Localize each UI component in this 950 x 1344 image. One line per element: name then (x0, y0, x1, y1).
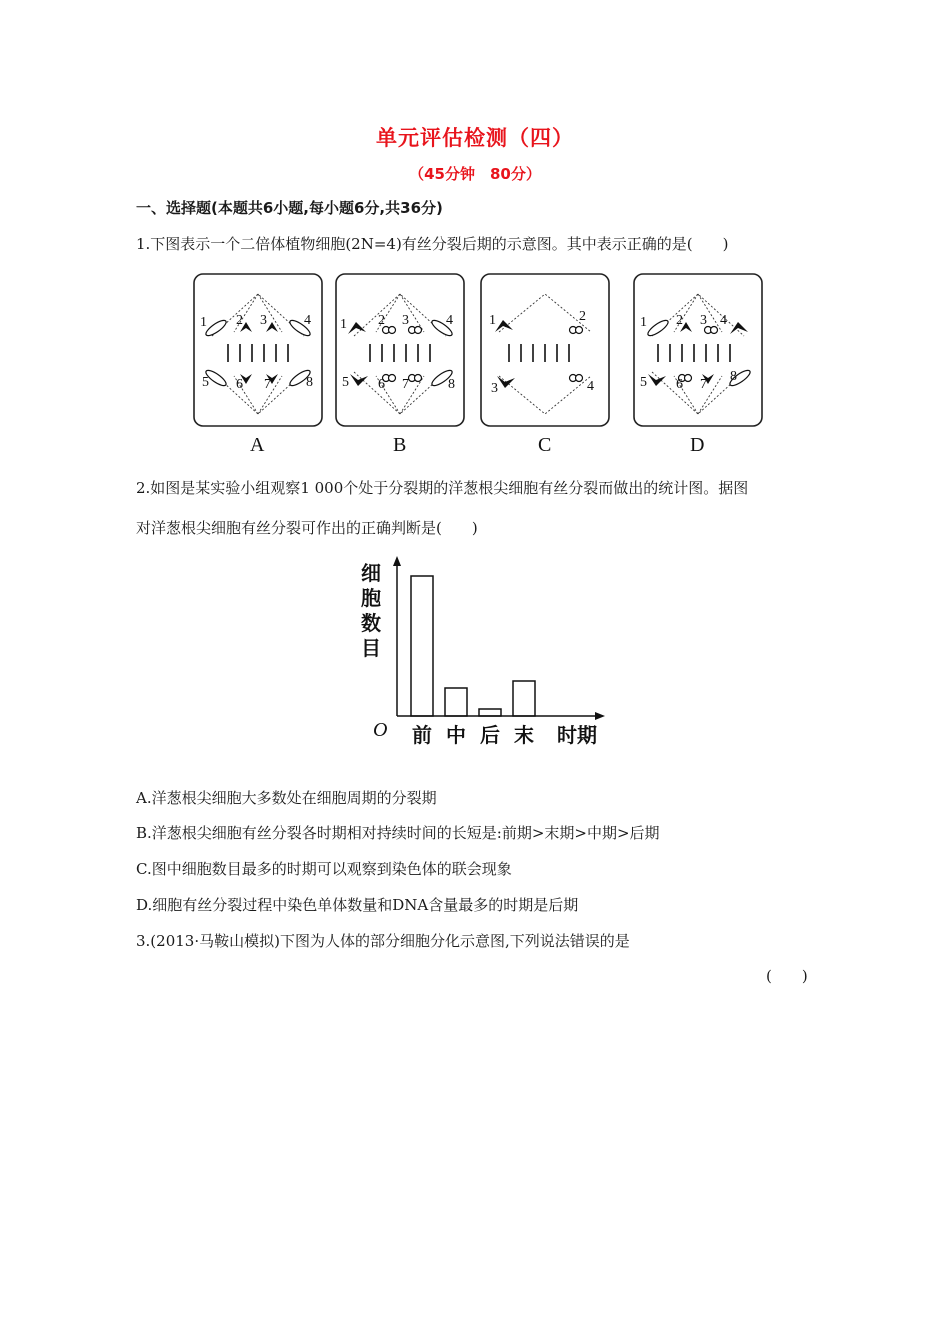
question-2-text-line2: 对洋葱根尖细胞有丝分裂可作出的正确判断是( ) (136, 519, 478, 537)
cell-diagram-a (194, 274, 322, 456)
question-2-option-d: D.细胞有丝分裂过程中染色单体数量和DNA含量最多的时期是后期 (136, 896, 579, 914)
cell-diagram-d (634, 274, 762, 456)
svg-text:5: 5 (640, 375, 647, 390)
svg-text:8: 8 (306, 375, 313, 390)
svg-text:8: 8 (448, 377, 455, 392)
svg-text:1: 1 (489, 313, 496, 328)
y-axis-label-char-3: 目 (361, 636, 381, 660)
svg-text:5: 5 (342, 375, 349, 390)
x-tick-label-0: 前 (412, 723, 432, 747)
svg-text:6: 6 (676, 377, 683, 392)
question-1-figures (190, 270, 770, 460)
cell-diagram-b (336, 274, 464, 456)
option-label-d: D (690, 434, 705, 456)
x-tick-label-1: 中 (446, 723, 466, 747)
option-label-c: C (538, 434, 552, 456)
svg-text:7: 7 (402, 377, 409, 392)
svg-text:4: 4 (304, 313, 311, 328)
svg-text:3: 3 (700, 313, 707, 328)
svg-text:2: 2 (676, 313, 683, 328)
origin-label: O (373, 719, 388, 741)
y-axis-label-char-2: 数 (361, 611, 381, 635)
section-heading: 一、选择题(本题共6小题,每小题6分,共36分) (136, 199, 443, 217)
svg-text:3: 3 (260, 313, 267, 328)
svg-text:2: 2 (378, 313, 385, 328)
svg-text:2: 2 (579, 309, 586, 324)
svg-text:5: 5 (202, 375, 209, 390)
page-title: 单元评估检测（四） (376, 126, 574, 150)
svg-text:4: 4 (446, 313, 453, 328)
x-tick-label-3: 末 (514, 723, 534, 747)
svg-text:1: 1 (200, 315, 207, 330)
svg-text:3: 3 (402, 313, 409, 328)
svg-text:3: 3 (491, 381, 498, 396)
bar-2 (479, 709, 501, 716)
y-axis-label-char-0: 细 (361, 561, 381, 585)
svg-text:2: 2 (236, 313, 243, 328)
x-axis-label: 时期 (557, 723, 597, 747)
option-label-b: B (393, 434, 407, 456)
svg-text:7: 7 (700, 377, 707, 392)
x-axis-arrow (595, 712, 605, 720)
question-2-option-c: C.图中细胞数目最多的时期可以观察到染色体的联会现象 (136, 860, 512, 878)
svg-text:8: 8 (730, 369, 737, 384)
question-2-option-a: A.洋葱根尖细胞大多数处在细胞周期的分裂期 (136, 789, 437, 807)
page-subtitle: （45分钟 80分） (409, 165, 541, 183)
svg-text:4: 4 (720, 313, 727, 328)
svg-text:4: 4 (587, 379, 594, 394)
question-2-text-line1: 2.如图是某实验小组观察1 000个处于分裂期的洋葱根尖细胞有丝分裂而做出的统计图。据图 (136, 479, 749, 497)
svg-text:6: 6 (236, 377, 243, 392)
y-axis-arrow (393, 556, 401, 566)
x-tick-label-2: 后 (480, 723, 500, 747)
question-3-text: 3.(2013·马鞍山模拟)下图为人体的部分细胞分化示意图,下列说法错误的是 (136, 932, 630, 950)
svg-text:7: 7 (264, 377, 271, 392)
question-2-option-b: B.洋葱根尖细胞有丝分裂各时期相对持续时间的长短是:前期>末期>中期>后期 (136, 824, 660, 842)
cell-diagram-c (481, 274, 609, 456)
question-1-text: 1.下图表示一个二倍体植物细胞(2N=4)有丝分裂后期的示意图。其中表示正确的是( ) (136, 235, 729, 253)
svg-text:1: 1 (340, 317, 347, 332)
cell-count-bar-chart (355, 550, 615, 755)
svg-text:1: 1 (640, 315, 647, 330)
bar-0 (411, 576, 433, 716)
svg-text:6: 6 (378, 377, 385, 392)
bar-3 (513, 681, 535, 716)
question-3-answer-paren: ( ) (766, 967, 808, 985)
y-axis-label-char-1: 胞 (361, 586, 381, 610)
option-label-a: A (250, 434, 265, 456)
bar-1 (445, 688, 467, 716)
